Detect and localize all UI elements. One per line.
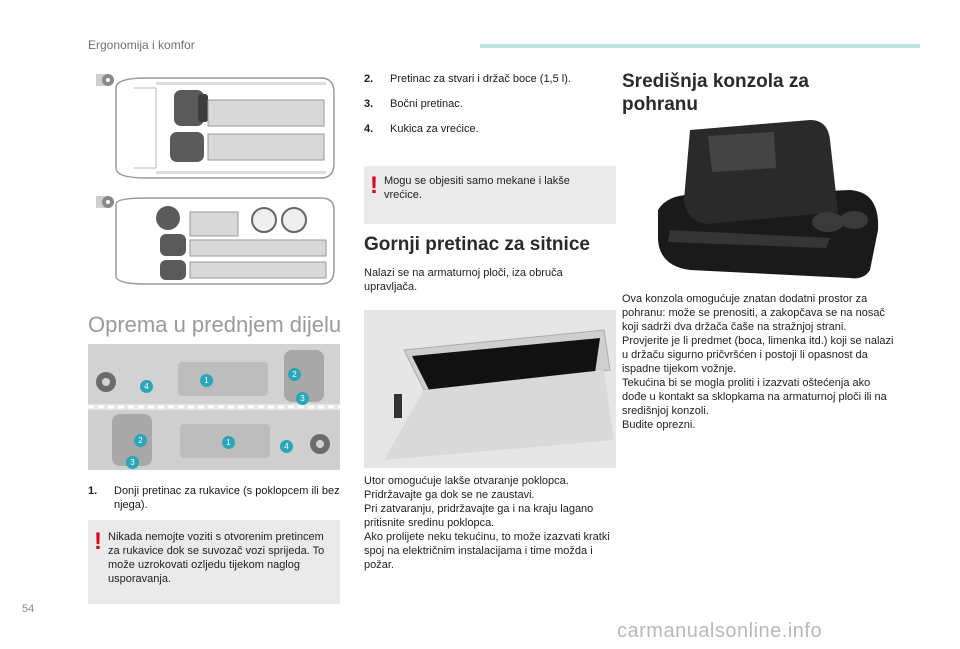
list-text: Bočni pretinac. — [390, 98, 463, 110]
center-console-text: Ova konzola omogućuje znatan dodatni prostor za pohranu: može se prenositi, a zakopčava se na nosač koji sadrži dva držača čaše na stražnjoj strani. Provjerite je li predmet (boca, limenka itd.) koji se nalazi u držaču sigurno pričvršćen i postoji li opasnost da ispadne tijekom vožnje. Tekućina bi se mogla proliti i izazvati oštećenja ako dođe u kontakt sa sklopkama na armaturnoj ploči ili na središnjoj konzoli. Budite oprezni. — [622, 293, 894, 431]
warning-box — [364, 166, 616, 224]
steering-wheel-icon — [310, 434, 330, 454]
upper-compartment-text: Utor omogućuje lakše otvaranje poklopca. Pridržavajte ga dok se ne zaustavi. Pri zatvaranju, pridržavajte ga i na kraju lagano pritisnite sredinu poklopca. Ako prolijete neku tekućinu, to može izazvati kratki spoj na električnim instalacijama i time možda i požar. — [364, 475, 610, 571]
van-diagram-top — [86, 68, 340, 188]
middle-list — [364, 72, 616, 136]
list-number: 4. — [364, 123, 374, 135]
callout-4-bottom: 4 — [280, 440, 293, 453]
heading-upper-compartment: Gornji pretinac za sitnice — [364, 234, 590, 255]
callout-1-bottom: 1 — [222, 436, 235, 449]
warning-box — [88, 520, 340, 604]
callout-4-top: 4 — [140, 380, 153, 393]
list-item — [88, 484, 340, 512]
header-title: Ergonomija i komfor — [88, 38, 195, 52]
list-text: Pretinac za stvari i držač boce (1,5 l). — [390, 73, 571, 85]
list-text: Kukica za vrećice. — [390, 123, 479, 135]
list-text: Donji pretinac za rukavice (s poklopcem ili bez njega). — [114, 485, 340, 511]
steering-wheel-icon — [96, 372, 116, 392]
steering-wheel-icon — [102, 74, 114, 86]
callout-2-top: 2 — [288, 368, 301, 381]
section-title-front-equipment: Oprema u prednjem dijelu — [88, 312, 342, 337]
list-number: 3. — [364, 98, 374, 110]
warning-exclamation-icon: ! — [94, 528, 102, 555]
list-number: 2. — [364, 73, 374, 85]
warning-exclamation-icon: ! — [370, 172, 378, 199]
list-item — [364, 72, 616, 86]
center-console-photo — [650, 120, 886, 284]
list-item — [364, 97, 616, 111]
steering-wheel-icon — [102, 196, 114, 208]
warning-text: Mogu se objesiti samo mekane i lakše vrećice. — [384, 175, 570, 201]
heading-center-console: Središnja konzola za pohranu — [622, 71, 809, 115]
header-accent-bar — [480, 44, 920, 48]
van-diagram-bottom — [86, 190, 340, 290]
callout-3-bottom: 3 — [126, 456, 139, 469]
intro-text: Nalazi se na armaturnoj ploči, iza obruča upravljača. — [364, 267, 563, 293]
list-item — [364, 122, 616, 136]
watermark: carmanualsonline.info — [617, 620, 823, 642]
callout-3-top: 3 — [296, 392, 309, 405]
dashboard-photo — [88, 344, 340, 470]
page-number: 54 — [22, 603, 35, 615]
warning-text: Nikada nemojte voziti s otvorenim pretincem za rukavice dok se suvozač vozi sprijeda. To može uzrokovati ozljedu tijekom naglog usporavanja. — [108, 531, 325, 585]
callout-2-bottom: 2 — [134, 434, 147, 447]
callout-1-top: 1 — [200, 374, 213, 387]
list-number: 1. — [88, 485, 98, 497]
upper-compartment-photo — [364, 310, 616, 468]
